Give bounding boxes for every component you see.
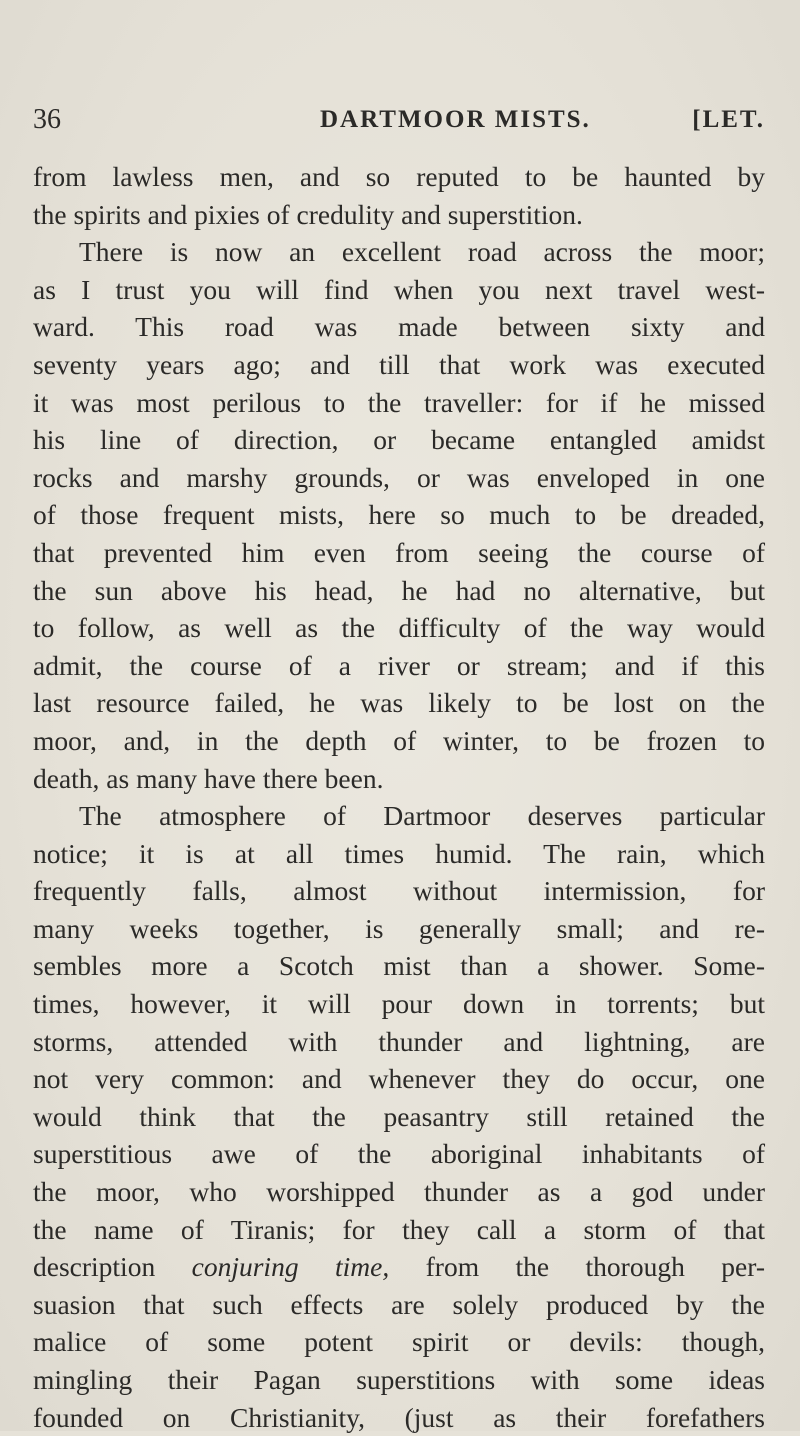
text-line: last resource failed, he was likely to be lost on the [33, 687, 765, 719]
text-line: the sun above his head, he had no alternative, but [33, 574, 765, 606]
text-line: ward. This road was made between sixty and [33, 311, 765, 343]
body-text [33, 158, 765, 1436]
text-line: not very common: and whenever they do occur, one [33, 1063, 765, 1095]
text-line: to follow, as well as the difficulty of the way would [33, 612, 765, 644]
text-line: storms, attended with thunder and lightning, are [33, 1025, 765, 1057]
paragraph-start-line: The atmosphere of Dartmoor deserves particular [79, 800, 765, 832]
running-head [33, 104, 765, 140]
text-line: the moor, who worshipped thunder as a god under [33, 1176, 765, 1208]
italic-phrase: conjuring time, [191, 1251, 390, 1283]
page-number: 36 [33, 104, 61, 135]
text-line: of those frequent mists, here so much to be dreaded, [33, 499, 765, 531]
text-line: from lawless men, and so reputed to be haunted by [33, 161, 765, 192]
text-line: his line of direction, or became entangled amidst [33, 424, 765, 456]
text-line: admit, the course of a river or stream; and if this [33, 649, 765, 681]
text-line-with-italic [33, 1248, 765, 1286]
text-line: as I trust you will find when you next travel west- [33, 273, 765, 305]
text-line: founded on Christianity, (just as their forefathers [33, 1401, 765, 1433]
text-line: superstitious awe of the aboriginal inhabitants of [33, 1138, 765, 1170]
text-line: notice; it is at all times humid. The rain, which [33, 837, 765, 869]
text-line: would think that the peasantry still retained the [33, 1100, 765, 1132]
text-line: that prevented him even from seeing the course of [33, 536, 765, 568]
text-line: sembles more a Scotch mist than a shower. Some- [33, 950, 765, 982]
text-line: malice of some potent spirit or devils: though, [33, 1326, 765, 1358]
text-fragment: description [33, 1251, 192, 1283]
text-line: frequently falls, almost without intermission, for [33, 875, 765, 907]
text-line: it was most perilous to the traveller: for if he missed [33, 386, 765, 418]
text-line: moor, and, in the depth of winter, to be frozen to [33, 724, 765, 756]
text-line: times, however, it will pour down in torrents; but [33, 988, 765, 1020]
text-line: suasion that such effects are solely produced by the [33, 1288, 765, 1320]
text-line: death, as many have there been. [33, 762, 384, 794]
text-line: mingling their Pagan superstitions with some ideas [33, 1364, 765, 1395]
text-line: rocks and marshy grounds, or was enveloped in one [33, 461, 765, 493]
paragraph-start-line: There is now an excellent road across the moor; [79, 236, 765, 268]
text-fragment: from the thorough per- [389, 1251, 765, 1283]
running-title: DARTMOOR MISTS. [320, 106, 591, 133]
text-line: many weeks together, is generally small; and re- [33, 912, 765, 944]
text-line: the spirits and pixies of credulity and superstition. [33, 198, 583, 230]
text-line: seventy years ago; and till that work was executed [33, 348, 765, 380]
text-line: the name of Tiranis; for they call a storm of that [33, 1213, 765, 1245]
running-section: [LET. [692, 106, 765, 133]
